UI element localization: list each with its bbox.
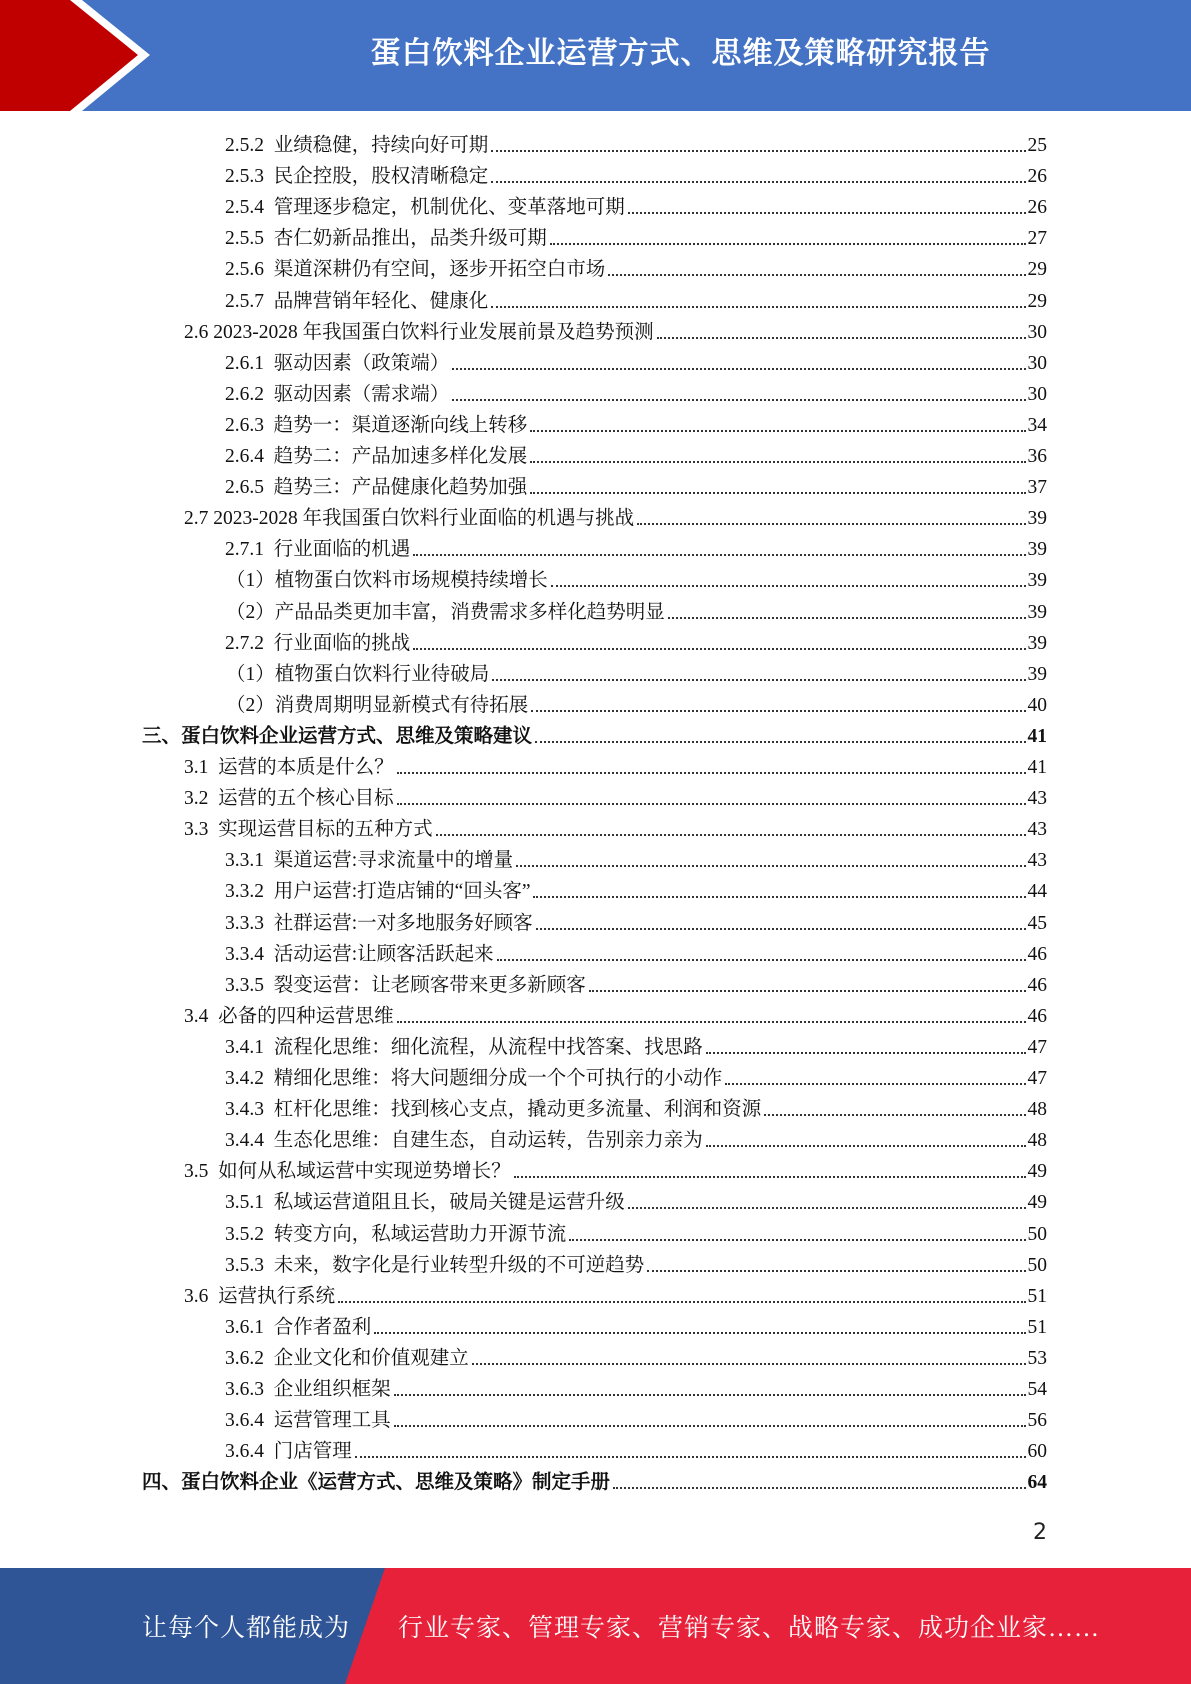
toc-entry-page: 29 bbox=[1027, 290, 1047, 312]
toc-entry-page: 64 bbox=[1027, 1472, 1047, 1494]
toc-entry-label: 四、蛋白饮料企业《运营方式、思维及策略》制定手册 bbox=[142, 1472, 611, 1494]
dot-leader bbox=[764, 1114, 1025, 1116]
toc-entry-label: 2.6.1 驱动因素（政策端） bbox=[225, 352, 450, 374]
toc-entry-label: 3.3.4 活动运营:让顾客活跃起来 bbox=[225, 943, 494, 965]
page-footer bbox=[0, 1568, 1191, 1684]
dot-leader bbox=[706, 1145, 1026, 1147]
footer-slogan-left: 让每个人都能成为 bbox=[142, 1615, 351, 1642]
toc-entry-page: 53 bbox=[1027, 1347, 1047, 1369]
toc-entry-label: 3.5.3 未来，数字化是行业转型升级的不可逆趋势 bbox=[225, 1254, 645, 1276]
dot-leader bbox=[668, 617, 1026, 619]
toc-entry-page: 39 bbox=[1027, 663, 1047, 685]
dot-leader bbox=[530, 461, 1025, 463]
toc-entry-label: 2.6.4 趋势二：产品加速多样化发展 bbox=[225, 446, 528, 467]
dot-leader bbox=[628, 1207, 1026, 1209]
toc-entry[interactable] bbox=[225, 251, 1047, 282]
toc-entry-page: 36 bbox=[1027, 446, 1047, 467]
toc-entry-page: 50 bbox=[1027, 1223, 1047, 1245]
dot-leader bbox=[514, 1176, 1026, 1178]
dot-leader bbox=[550, 243, 1026, 245]
toc-entry[interactable] bbox=[225, 127, 1047, 158]
toc-entry[interactable] bbox=[225, 469, 1047, 500]
dot-leader bbox=[608, 274, 1025, 276]
toc-entry-label: 3.4.2 精细化思维：将大问题细分成一个个可执行的小动作 bbox=[225, 1068, 723, 1089]
toc-entry-page: 26 bbox=[1027, 166, 1047, 188]
toc-entry[interactable] bbox=[184, 314, 1047, 345]
toc-entry[interactable] bbox=[225, 1091, 1047, 1122]
toc-entry[interactable] bbox=[225, 1309, 1047, 1340]
toc-entry-label: （1）植物蛋白饮料行业待破局 bbox=[226, 663, 490, 685]
dot-leader bbox=[436, 834, 1026, 836]
toc-entry[interactable] bbox=[225, 407, 1047, 438]
dot-leader bbox=[637, 523, 1025, 525]
toc-entry-page: 49 bbox=[1027, 1161, 1047, 1183]
toc-entry-page: 40 bbox=[1027, 694, 1047, 716]
toc-entry-label: 3.4.4 生态化思维：自建生态，自动运转，告别亲力亲为 bbox=[225, 1130, 703, 1152]
toc-entry-label: 2.5.7 品牌营销年轻化、健康化 bbox=[225, 290, 489, 312]
dot-leader bbox=[706, 1052, 1026, 1054]
toc-entry[interactable] bbox=[225, 376, 1047, 407]
toc-entry[interactable] bbox=[184, 749, 1047, 780]
toc-entry-label: 2.6.3 趋势一：渠道逐渐向线上转移 bbox=[225, 414, 528, 436]
toc-entry-label: （1）植物蛋白饮料市场规模持续增长 bbox=[226, 570, 548, 592]
toc-entry-label: 2.5.4 管理逐步稳定，机制优化、变革落地可期 bbox=[225, 197, 625, 219]
dot-leader bbox=[551, 585, 1026, 587]
toc-entry[interactable] bbox=[184, 1278, 1047, 1309]
dot-leader bbox=[452, 399, 1025, 401]
toc-entry[interactable] bbox=[226, 656, 1047, 687]
document-title: 蛋白饮料企业运营方式、思维及策略研究报告 bbox=[370, 36, 991, 71]
toc-entry-label: 3.3.3 社群运营:一对多地服务好顾客 bbox=[225, 912, 533, 934]
toc-entry-page: 41 bbox=[1027, 725, 1047, 747]
toc-entry-label: 2.7.1 行业面临的机遇 bbox=[225, 539, 411, 561]
toc-entry[interactable] bbox=[184, 811, 1047, 842]
toc-entry-page: 47 bbox=[1027, 1036, 1047, 1058]
toc-entry-page: 50 bbox=[1027, 1254, 1047, 1276]
dot-leader bbox=[492, 679, 1025, 681]
toc-entry[interactable] bbox=[225, 1184, 1047, 1215]
toc-entry[interactable] bbox=[225, 189, 1047, 220]
dot-leader bbox=[647, 1270, 1025, 1272]
toc-entry[interactable] bbox=[225, 531, 1047, 562]
toc-entry-label: 2.5.5 杏仁奶新品推出，品类升级可期 bbox=[225, 228, 547, 250]
toc-entry-label: 3.3 实现运营目标的五种方式 bbox=[184, 819, 433, 841]
toc-entry-label: 2.6.5 趋势三：产品健康化趋势加强 bbox=[225, 477, 528, 499]
toc-entry-label: 3.5 如何从私域运营中实现逆势增长？ bbox=[184, 1161, 511, 1183]
toc-entry[interactable] bbox=[225, 842, 1047, 873]
dot-leader bbox=[394, 1394, 1026, 1396]
toc-entry-page: 60 bbox=[1027, 1441, 1047, 1463]
toc-entry[interactable] bbox=[225, 1122, 1047, 1153]
dot-leader bbox=[725, 1083, 1025, 1085]
toc-entry-label: 3.6.1 合作者盈利 bbox=[225, 1316, 372, 1338]
toc-entry-page: 30 bbox=[1027, 352, 1047, 374]
toc-entry[interactable] bbox=[226, 562, 1047, 593]
toc-entry[interactable] bbox=[225, 1340, 1047, 1371]
toc-entry[interactable] bbox=[184, 1153, 1047, 1184]
dot-leader bbox=[355, 1456, 1026, 1458]
dot-leader bbox=[569, 1239, 1025, 1241]
toc-entry-label: 2.7 2023-2028 年我国蛋白饮料行业面临的机遇与挑战 bbox=[184, 508, 635, 530]
toc-entry[interactable] bbox=[225, 936, 1047, 967]
toc-entry[interactable] bbox=[225, 1060, 1047, 1091]
toc-entry[interactable] bbox=[142, 1464, 1047, 1495]
toc-entry-label: 三、蛋白饮料企业运营方式、思维及策略建议 bbox=[142, 725, 533, 747]
toc-entry-label: 2.7.2 行业面临的挑战 bbox=[225, 632, 411, 654]
dot-leader bbox=[628, 212, 1026, 214]
dot-leader bbox=[397, 1021, 1026, 1023]
toc-entry-page: 54 bbox=[1027, 1379, 1047, 1400]
toc-entry[interactable] bbox=[225, 625, 1047, 656]
dot-leader bbox=[530, 492, 1025, 494]
toc-entry-page: 46 bbox=[1027, 1005, 1047, 1027]
toc-entry-label: 3.4.1 流程化思维：细化流程，从流程中找答案、找思路 bbox=[225, 1036, 703, 1058]
toc-entry-page: 47 bbox=[1027, 1068, 1047, 1089]
dot-leader bbox=[338, 1301, 1025, 1303]
toc-entry-label: 3.4.3 杠杆化思维：找到核心支点，撬动更多流量、利润和资源 bbox=[225, 1099, 762, 1121]
toc-entry[interactable] bbox=[225, 967, 1047, 998]
toc-entry[interactable] bbox=[184, 780, 1047, 811]
toc-entry-label: 3.6 运营执行系统 bbox=[184, 1285, 336, 1307]
toc-entry-label: 2.6.2 驱动因素（需求端） bbox=[225, 383, 450, 405]
dot-leader bbox=[613, 1487, 1025, 1489]
toc-entry-label: 3.5.2 转变方向，私域运营助力开源节流 bbox=[225, 1223, 567, 1245]
toc-entry-page: 43 bbox=[1027, 850, 1047, 872]
toc-entry-page: 43 bbox=[1027, 819, 1047, 841]
toc-entry-page: 48 bbox=[1027, 1099, 1047, 1121]
toc-entry-label: 3.3.5 裂变运营：让老顾客带来更多新顾客 bbox=[225, 974, 586, 996]
dot-leader bbox=[530, 430, 1025, 432]
toc-entry-page: 39 bbox=[1027, 508, 1047, 530]
toc-entry[interactable] bbox=[225, 1371, 1047, 1402]
toc-entry-page: 51 bbox=[1027, 1285, 1047, 1307]
toc-entry-page: 49 bbox=[1027, 1192, 1047, 1214]
toc-entry[interactable] bbox=[225, 438, 1047, 469]
toc-entry-label: 2.5.2 业绩稳健，持续向好可期 bbox=[225, 135, 489, 156]
toc-entry-label: （2）消费周期明显新模式有待拓展 bbox=[226, 694, 529, 716]
toc-entry-page: 46 bbox=[1027, 943, 1047, 965]
dot-leader bbox=[374, 1332, 1025, 1334]
toc-entry-label: 3.2 运营的五个核心目标 bbox=[184, 788, 394, 810]
dot-leader bbox=[472, 1363, 1026, 1365]
toc-entry-label: 3.3.2 用户运营:打造店铺的“回头客” bbox=[225, 881, 531, 903]
toc-entry-page: 27 bbox=[1027, 228, 1047, 250]
toc-entry-page: 43 bbox=[1027, 788, 1047, 810]
toc-entry-page: 51 bbox=[1027, 1316, 1047, 1338]
toc-entry[interactable] bbox=[225, 283, 1047, 314]
dot-leader bbox=[413, 648, 1025, 650]
toc-entry-page: 30 bbox=[1027, 321, 1047, 343]
toc-entry-page: 44 bbox=[1027, 881, 1047, 903]
toc-entry-label: 2.5.6 渠道深耕仍有空间，逐步开拓空白市场 bbox=[225, 259, 606, 281]
dot-leader bbox=[657, 337, 1026, 339]
toc-entry[interactable] bbox=[225, 1433, 1047, 1464]
page-number: 2 bbox=[1033, 1520, 1047, 1545]
toc-entry[interactable] bbox=[225, 905, 1047, 936]
toc-entry[interactable] bbox=[226, 594, 1047, 625]
toc-entry-label: （2）产品品类更加丰富，消费需求多样化趋势明显 bbox=[226, 601, 665, 623]
toc-entry[interactable] bbox=[225, 1247, 1047, 1278]
dot-leader bbox=[536, 928, 1026, 930]
dot-leader bbox=[533, 896, 1025, 898]
toc-entry-label: 3.3.1 渠道运营:寻求流量中的增量 bbox=[225, 850, 514, 872]
toc-entry-page: 56 bbox=[1027, 1410, 1047, 1432]
toc-entry-label: 2.5.3 民企控股，股权清晰稳定 bbox=[225, 166, 489, 188]
toc-entry-page: 26 bbox=[1027, 197, 1047, 219]
toc-entry[interactable] bbox=[142, 718, 1047, 749]
footer-slogan-right: 行业专家、管理专家、营销专家、战略专家、成功企业家…… bbox=[398, 1615, 1101, 1642]
dot-leader bbox=[535, 741, 1025, 743]
toc-entry-page: 39 bbox=[1027, 632, 1047, 654]
dot-leader bbox=[531, 710, 1025, 712]
toc-entry-label: 3.6.4 运营管理工具 bbox=[225, 1410, 391, 1432]
toc-entry-page: 30 bbox=[1027, 383, 1047, 405]
toc-entry-page: 46 bbox=[1027, 974, 1047, 996]
toc-entry-page: 41 bbox=[1027, 757, 1047, 778]
dot-leader bbox=[491, 150, 1025, 152]
dot-leader bbox=[491, 306, 1025, 308]
toc-entry[interactable] bbox=[226, 687, 1047, 718]
dot-leader bbox=[397, 772, 1026, 774]
toc-entry[interactable] bbox=[184, 500, 1047, 531]
toc-entry-label: 3.1 运营的本质是什么？ bbox=[184, 757, 394, 778]
toc-entry[interactable] bbox=[184, 998, 1047, 1029]
dot-leader bbox=[516, 865, 1025, 867]
toc-entry[interactable] bbox=[225, 1402, 1047, 1433]
dot-leader bbox=[589, 990, 1026, 992]
toc-entry[interactable] bbox=[225, 220, 1047, 251]
dot-leader bbox=[452, 368, 1025, 370]
toc-entry-label: 3.6.3 企业组织框架 bbox=[225, 1379, 391, 1400]
dot-leader bbox=[497, 959, 1026, 961]
toc-entry-page: 29 bbox=[1027, 259, 1047, 281]
dot-leader bbox=[394, 1425, 1026, 1427]
dot-leader bbox=[397, 803, 1026, 805]
toc-entry[interactable] bbox=[225, 158, 1047, 189]
toc-entry[interactable] bbox=[225, 1216, 1047, 1247]
toc-entry-label: 3.5.1 私域运营道阻且长，破局关键是运营升级 bbox=[225, 1192, 625, 1214]
toc-entry-page: 25 bbox=[1027, 135, 1047, 156]
toc-entry-page: 39 bbox=[1027, 601, 1047, 623]
toc-entry-page: 39 bbox=[1027, 570, 1047, 592]
toc-entry-page: 45 bbox=[1027, 912, 1047, 934]
toc-entry[interactable] bbox=[225, 1029, 1047, 1060]
toc-entry-page: 34 bbox=[1027, 414, 1047, 436]
toc-entry-label: 3.4 必备的四种运营思维 bbox=[184, 1005, 394, 1027]
toc-entry-label: 3.6.4 门店管理 bbox=[225, 1441, 352, 1463]
page-header bbox=[0, 0, 1191, 111]
toc-entry-page: 37 bbox=[1027, 477, 1047, 499]
toc-entry-page: 39 bbox=[1027, 539, 1047, 561]
toc-entry[interactable] bbox=[225, 345, 1047, 376]
toc-entry[interactable] bbox=[225, 873, 1047, 904]
toc-entry-label: 2.6 2023-2028 年我国蛋白饮料行业发展前景及趋势预测 bbox=[184, 321, 654, 343]
dot-leader bbox=[491, 181, 1025, 183]
toc-entry-label: 3.6.2 企业文化和价值观建立 bbox=[225, 1347, 469, 1369]
toc-entry-page: 48 bbox=[1027, 1130, 1047, 1152]
dot-leader bbox=[413, 554, 1025, 556]
